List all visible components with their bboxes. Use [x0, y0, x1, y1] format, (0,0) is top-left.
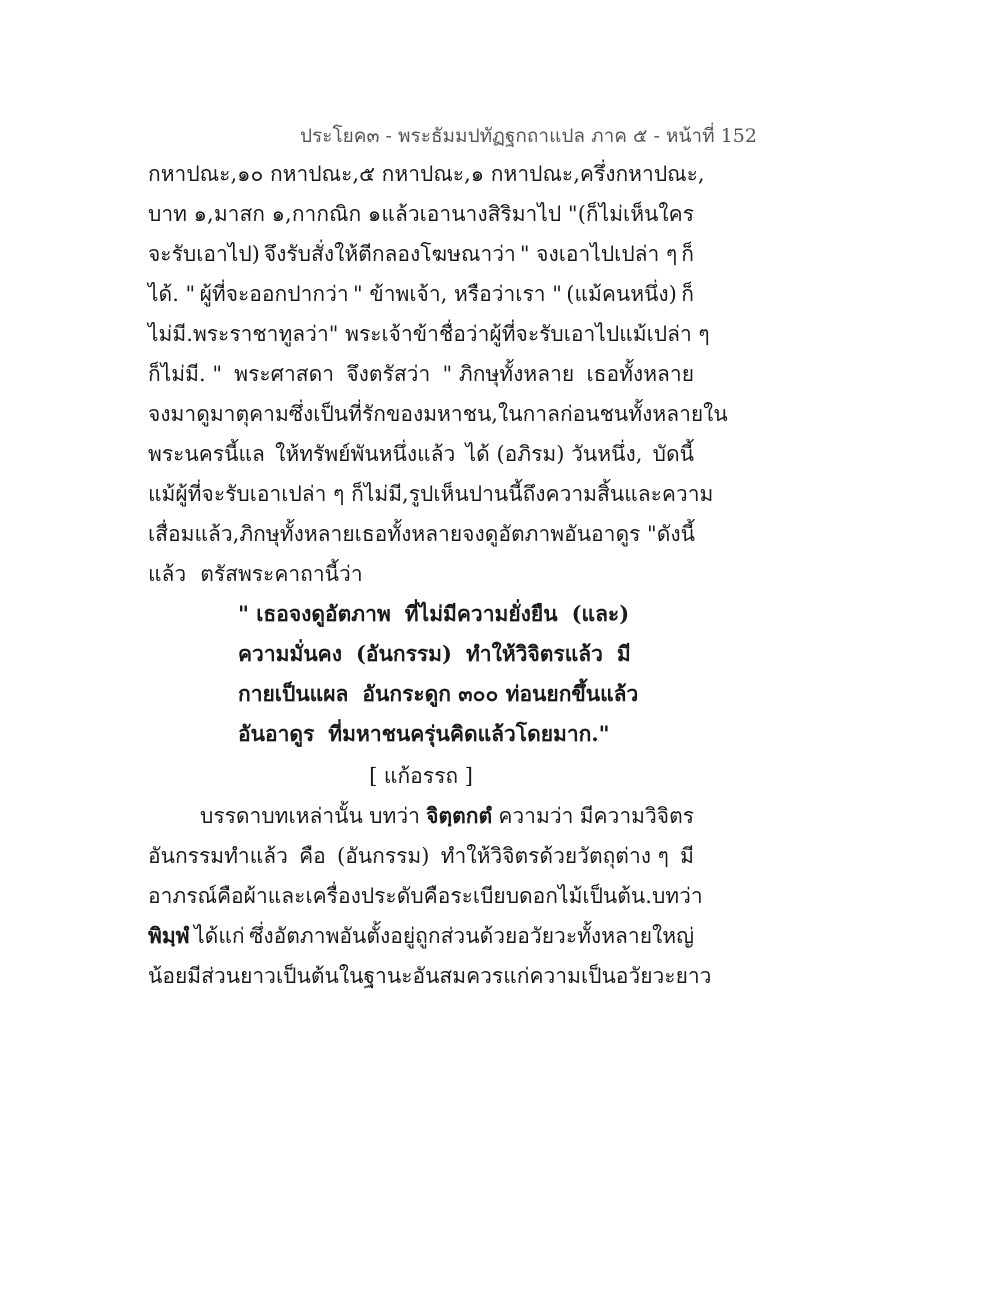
page-header: ประโยค๓ - พระธัมมปทัฏฐกถาแปล ภาค ๕ - หน้าที่ 152 [300, 125, 757, 147]
text-line: ได้. " ผู้ที่จะออกปากว่า " ข้าพเจ้า, หรือว่าเรา " (แม้คนหนึ่ง) ก็ [148, 282, 694, 306]
section-title: [ แก้อรรถ ] [369, 764, 473, 788]
text-line: จงมาดูมาตุคามซึ่งเป็นที่รักของมหาชน, ในกาลก่อน ชนทั้งหลายใน [148, 402, 728, 426]
text-line: แม้ผู้ที่จะรับเอาเปล่า ๆ ก็ไม่มี, รูปเห็นปานนี้ ถึงความสิ้นและความ [148, 482, 714, 506]
text-line: ไม่มี. พระราชาทูลว่า " พระเจ้าข้า ชื่อว่าผู้ที่จะรับเอาไปแม้เปล่า ๆ [148, 322, 710, 346]
text-line: ก็ไม่มี. " พระศาสดา จึงตรัสว่า " ภิกษุทั้งหลาย เธอทั้งหลาย [148, 362, 694, 386]
text-line: อาภรณ์คือผ้าและเครื่องประดับคือระเบียบดอกไม้เป็นต้น. บทว่า [148, 884, 703, 908]
verse-line: กายเป็นแผล อันกระดูก ๓๐๐ ท่อนยกขึ้นแล้ว [238, 681, 639, 706]
text-line: แล้ว ตรัสพระคาถานี้ว่า [148, 562, 363, 586]
text-line: กหาปณะ, ๑๐ กหาปณะ, ๕ กหาปณะ, ๑ กหาปณะ, ครึ่งกหาปณะ, [148, 162, 705, 186]
text-line: บรรดาบทเหล่านั้น บทว่า จิตฺตกตํ ความว่า มีความวิจิตร [200, 803, 694, 828]
text-line: พระนครนี้แล ให้ทรัพย์พันหนึ่งแล้ว ได้ (อภิรม) วันหนึ่ง, บัดนี้ [148, 442, 694, 466]
verse-line: ความมั่นคง (อันกรรม) ทำให้วิจิตรแล้ว มี [238, 641, 631, 666]
text-line: เสื่อมแล้ว, ภิกษุทั้งหลาย เธอทั้งหลายจงดูอัตภาพอันอาดูร " ดังนี้ [148, 522, 695, 546]
text-line: จะรับเอาไป) จึงรับสั่งให้ตีกลองโฆษณาว่า " จงเอาไปเปล่า ๆ ก็ [148, 242, 694, 266]
text-line: พิมฺพํ ได้แก่ ซึ่งอัตภาพอันตั้งอยู่ถูกส่วนด้วยอวัยวะทั้งหลายใหญ่ [148, 923, 694, 948]
verse-line: " เธอจงดูอัตภาพ ที่ไม่มีความยั่งยืน (และ) [238, 601, 630, 626]
verse-line: อันอาดูร ที่มหาชนครุ่นคิดแล้วโดยมาก." [238, 721, 610, 746]
text-line: บาท ๑, มาสก ๑, กากณิก ๑ แล้วเอานางสิริมาไป " (ก็ไม่เห็นใคร [148, 202, 694, 226]
text-line: น้อย มีส่วนยาวเป็นต้น ในฐานะอันสมควรแก่ความเป็นอวัยวะยาว [148, 964, 712, 988]
text-line: อันกรรมทำแล้ว คือ (อันกรรม) ทำให้วิจิตรด้วยวัตถุต่าง ๆ มี [148, 844, 694, 868]
